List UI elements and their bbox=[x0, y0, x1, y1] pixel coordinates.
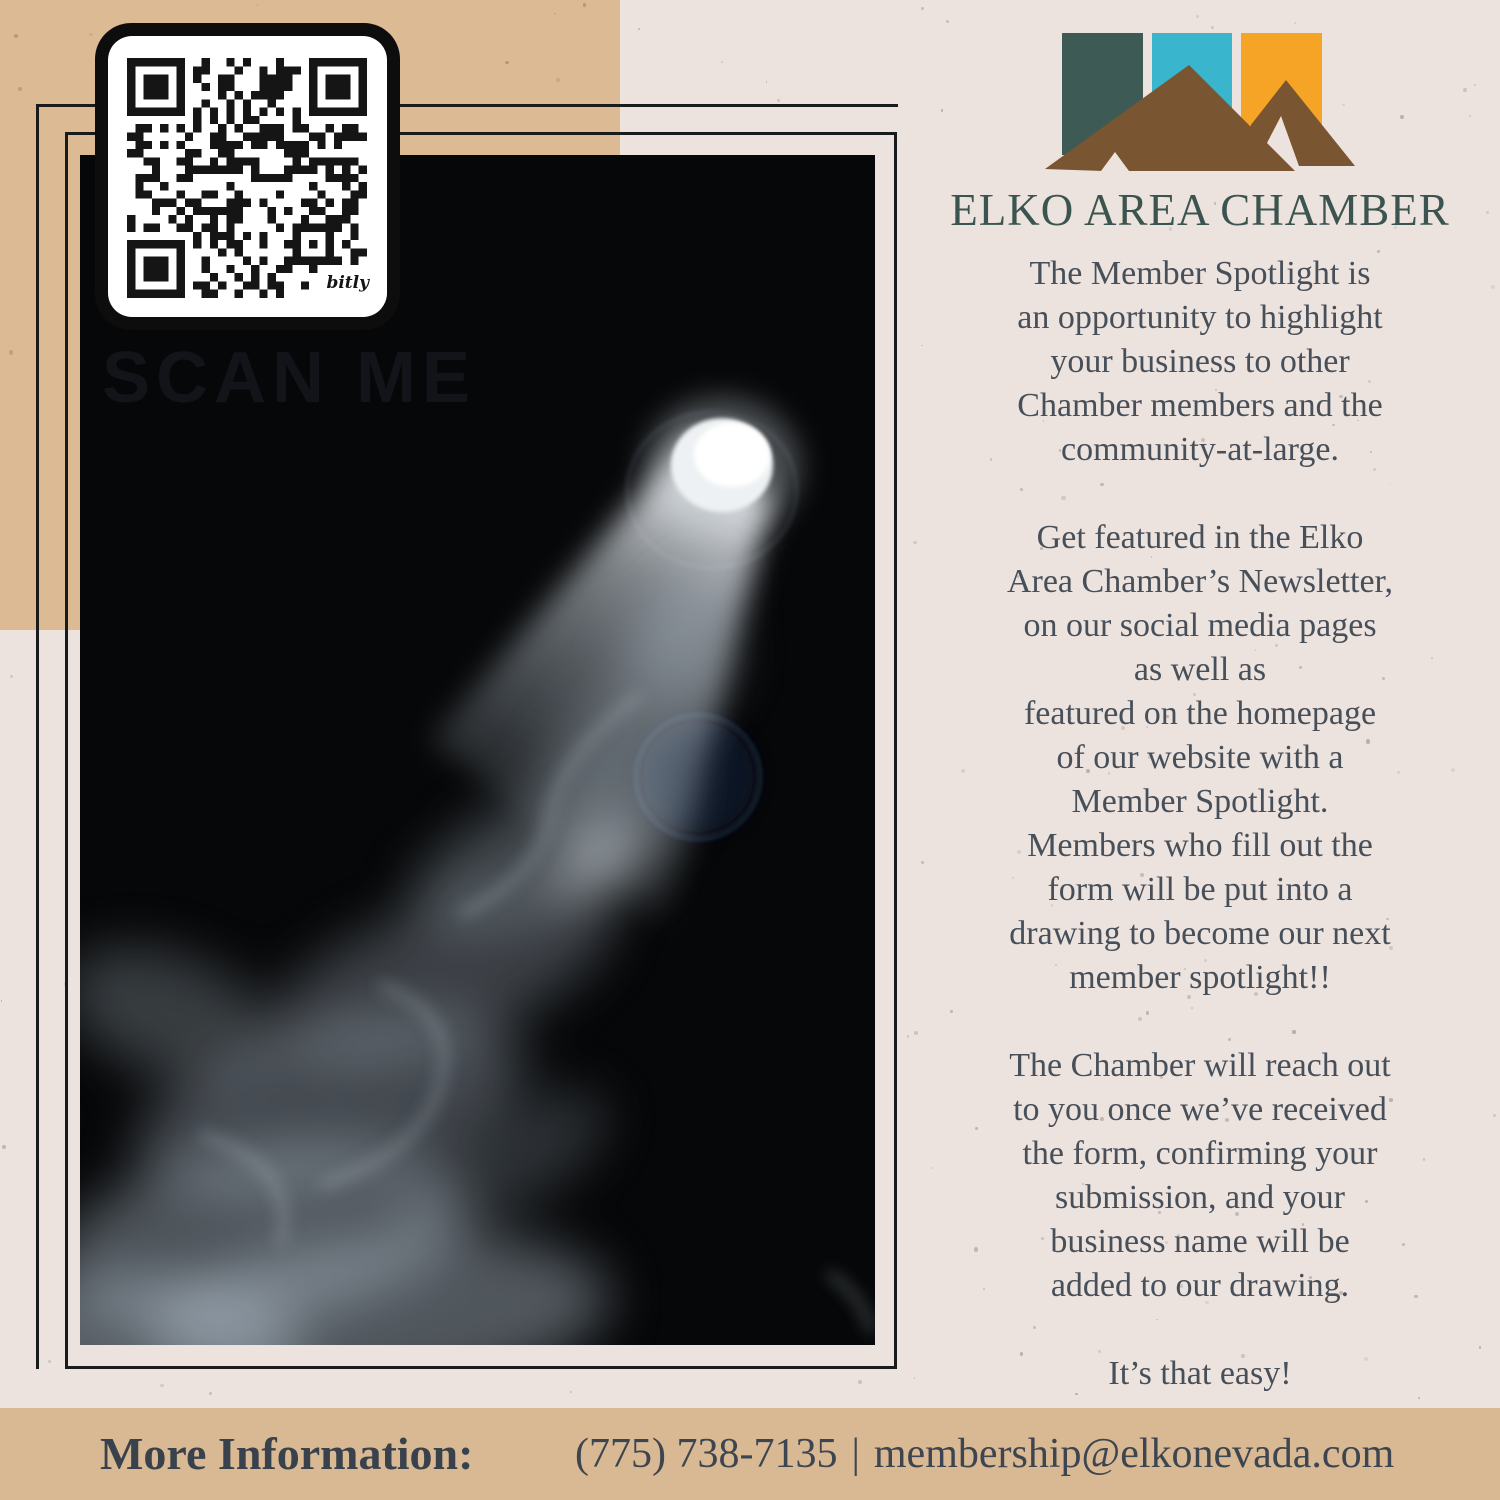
paragraph-line: It’s that easy! bbox=[1108, 1355, 1292, 1392]
speckle-dot bbox=[1479, 1346, 1481, 1348]
speckle-dot bbox=[907, 1035, 909, 1037]
speckle-dot bbox=[1474, 84, 1476, 86]
paragraph-line: Member Spotlight. bbox=[1071, 783, 1329, 820]
bitly-logo: bitly bbox=[326, 273, 369, 293]
paragraph-line: added to our drawing. bbox=[1050, 1267, 1350, 1304]
speckle-dot bbox=[2, 1145, 6, 1149]
scan-me-text: SCAN ME bbox=[102, 338, 477, 418]
chamber-logo bbox=[1043, 23, 1363, 173]
paragraph-line: drawing to become our next bbox=[1009, 915, 1391, 952]
speckle-dot bbox=[913, 541, 917, 545]
decorative-frame-left-line bbox=[36, 104, 39, 1369]
brand-title: ELKO AREA CHAMBER bbox=[950, 185, 1450, 235]
speckle-dot bbox=[941, 109, 944, 112]
speckle-dot bbox=[777, 99, 780, 102]
body-paragraphs bbox=[930, 252, 1470, 1440]
paragraph-line: member spotlight!! bbox=[1069, 959, 1331, 996]
speckle-dot bbox=[858, 1380, 862, 1384]
paragraph bbox=[930, 1352, 1470, 1396]
paragraph-line: Members who fill out the bbox=[1027, 827, 1373, 864]
speckle-dot bbox=[766, 81, 768, 83]
lamp-core bbox=[694, 423, 770, 487]
spotlight-photo bbox=[80, 155, 875, 1345]
speckle-dot bbox=[48, 1360, 51, 1363]
speckle-dot bbox=[914, 1031, 918, 1035]
speckle-dot bbox=[570, 1391, 573, 1394]
footer-band bbox=[0, 1408, 1500, 1500]
paragraph-line: business name will be bbox=[1050, 1223, 1350, 1260]
paragraph bbox=[930, 252, 1470, 472]
speckle-dot bbox=[1491, 285, 1495, 289]
qr-code-card bbox=[95, 23, 400, 330]
paragraph-line: submission, and your bbox=[1055, 1179, 1345, 1216]
contact-info bbox=[575, 1408, 1394, 1500]
speckle-dot bbox=[721, 61, 723, 63]
paragraph-line: an opportunity to highlight bbox=[1017, 299, 1383, 336]
qr-code-white-panel bbox=[108, 36, 387, 317]
speckle-dot bbox=[1400, 115, 1404, 119]
smoke bbox=[80, 549, 759, 1345]
speckle-dot bbox=[1493, 1114, 1496, 1117]
speckle-dot bbox=[209, 1392, 212, 1395]
paragraph-line: to you once we’ve received bbox=[1013, 1091, 1387, 1128]
qr-code bbox=[127, 58, 367, 298]
email-address: membership@elkonevada.com bbox=[873, 1431, 1395, 1477]
paragraph bbox=[930, 1044, 1470, 1308]
paragraph-line: Get featured in the Elko bbox=[1036, 519, 1364, 556]
speckle-dot bbox=[1463, 88, 1467, 92]
speckle-dot bbox=[1, 1000, 3, 1002]
paragraph-line: The Chamber will reach out bbox=[1009, 1047, 1391, 1084]
paragraph-line: Chamber members and the bbox=[1017, 387, 1383, 424]
paragraph-line: as well as bbox=[1133, 651, 1267, 688]
paragraph bbox=[930, 516, 1470, 1000]
paragraph-line: community-at-large. bbox=[1061, 431, 1339, 468]
spotlight-art bbox=[80, 155, 875, 1345]
paragraph-line: Area Chamber’s Newsletter, bbox=[1006, 563, 1394, 600]
speckle-dot bbox=[1196, 15, 1199, 18]
paragraph-line: featured on the homepage bbox=[1023, 695, 1377, 732]
speckle-dot bbox=[921, 345, 923, 347]
speckle-dot bbox=[1486, 211, 1489, 214]
contact-separator: | bbox=[851, 1431, 860, 1477]
speckle-dot bbox=[1469, 115, 1471, 117]
speckle-dot bbox=[914, 1377, 916, 1379]
speckle-dot bbox=[946, 20, 949, 23]
phone-number: (775) 738-7135 bbox=[575, 1431, 838, 1477]
speckle-dot bbox=[10, 675, 13, 678]
paragraph-line: The Member Spotlight is bbox=[1029, 255, 1371, 292]
paragraph-line: form will be put into a bbox=[1047, 871, 1353, 908]
paragraph-line: the form, confirming your bbox=[1022, 1135, 1378, 1172]
paragraph-line: your business to other bbox=[1050, 343, 1350, 380]
speckle-dot bbox=[638, 28, 640, 30]
more-information-label: More Information: bbox=[100, 1428, 474, 1479]
paragraph-line: of our website with a bbox=[1056, 739, 1344, 776]
speckle-dot bbox=[921, 861, 924, 864]
paragraph-line: on our social media pages bbox=[1023, 607, 1377, 644]
speckle-dot bbox=[160, 1384, 163, 1387]
speckle-dot bbox=[921, 7, 924, 10]
